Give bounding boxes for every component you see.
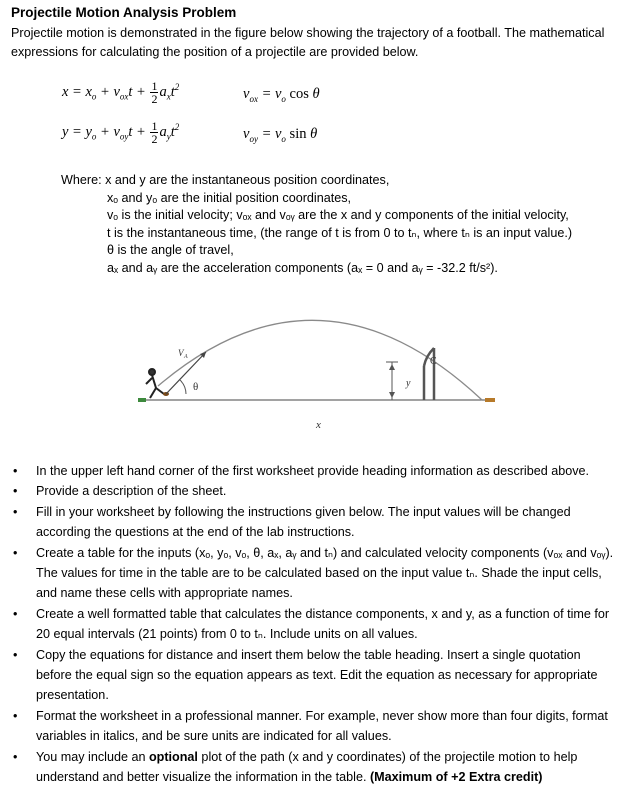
angle-arc (180, 380, 186, 394)
definition-line: vₒ is the initial velocity; vₒₓ and vₒᵧ are the x and y components of the initial velocity, (107, 208, 569, 222)
theta-label: θ (193, 381, 199, 393)
list-item: • Format the worksheet in a professional manner. For example, never show more than four digits, format variables in italics, and be sure units are indicated for all values. (11, 706, 617, 747)
list-item: • Fill in your worksheet by following the instructions given below. The input values will be changed according the questions at the end of the lab instructions. (11, 502, 617, 543)
instruction-list (11, 461, 617, 788)
height-arrow-down (389, 392, 395, 398)
y-position-equation: $y = y_o + v_{oy}t$ + $\frac{1}{2}$ $a_yt^2$ (62, 119, 180, 146)
bullet-glyph: • (13, 606, 18, 621)
extra-credit-note: (Maximum of +2 Extra credit) (369, 770, 543, 785)
c-label: C (430, 356, 437, 367)
bullet-glyph: • (13, 708, 18, 723)
list-item: • Provide a description of the sheet. (11, 481, 617, 501)
definition-line: xₒ and yₒ are the initial position coordinates, (107, 190, 352, 205)
definition-line: Where: x and y are the instantaneous position coordinates, (61, 173, 390, 187)
bullet-glyph: • (13, 464, 18, 478)
start-marker (138, 398, 146, 402)
intro-paragraph: Projectile motion is demonstrated in the figure below showing the trajectory of a football. The mathematical expressions for calculating the position of a projectile are provided below. (11, 26, 605, 59)
bullet-glyph: • (13, 545, 18, 560)
definition-line: aₓ and aᵧ are the acceleration components (aₓ = 0 and aᵧ = -32.2 ft/s²). (107, 260, 498, 275)
x-position-equation: $x = x_o + v_{ox}t$ + $\frac{1}{2}$ $a_xt^2$ (62, 79, 180, 106)
end-marker (485, 398, 495, 402)
definition-line: t is the instantaneous time, (the range of t is from 0 to tₙ, where tₙ is an input value.) (107, 225, 573, 240)
list-item: • Create a well formatted table that calculates the distance components, x and y, as a function of time for 20 equal intervals (21 points) from 0 to tₙ. Include units on all values. (11, 604, 617, 645)
list-item: • Copy the equations for distance and insert them below the table heading. Insert a single quotation before the equal sign so the equation appears as text. Edit the equation as necessary for appropriate presentation. (11, 645, 617, 706)
optional-emphasis: optional (148, 749, 198, 764)
voy-equation: $v_{oy} = v_o$ sin θ (243, 126, 318, 144)
list-item: • Create a table for the inputs (xₒ, yₒ, vₒ, θ, aₓ, aᵧ and tₙ) and calculated velocity components (vₒₓ and vₒᵧ). The values for time in the table are to be calculated based on the input value tₙ. Shade the input cells, and name these cells with appropriate names. (11, 543, 617, 604)
bullet-glyph: • (13, 749, 18, 764)
bullet-glyph: • (13, 484, 18, 499)
x-label: x (316, 419, 321, 431)
y-label: y (406, 378, 411, 389)
va-label: V (178, 348, 184, 358)
trajectory-diagram (130, 308, 510, 438)
definition-line: θ is the angle of travel, (107, 243, 234, 257)
va-sub: A (184, 354, 188, 360)
list-item: • You may include an optional plot of the path (x and y coordinates) of the projectile motion to help understand and better visualize the information in the table. (Maximum of +2 Extra credit) (11, 747, 617, 788)
bullet-glyph: • (13, 647, 18, 662)
vox-equation: $v_{ox} = v_o$ cos θ (243, 86, 320, 104)
page-title: Projectile Motion Analysis Problem (11, 5, 237, 20)
list-item: • In the upper left hand corner of the first worksheet provide heading information as described above. (11, 461, 617, 481)
bullet-glyph: • (13, 504, 18, 519)
variable-definitions (61, 172, 572, 277)
height-arrow-up (389, 364, 395, 370)
